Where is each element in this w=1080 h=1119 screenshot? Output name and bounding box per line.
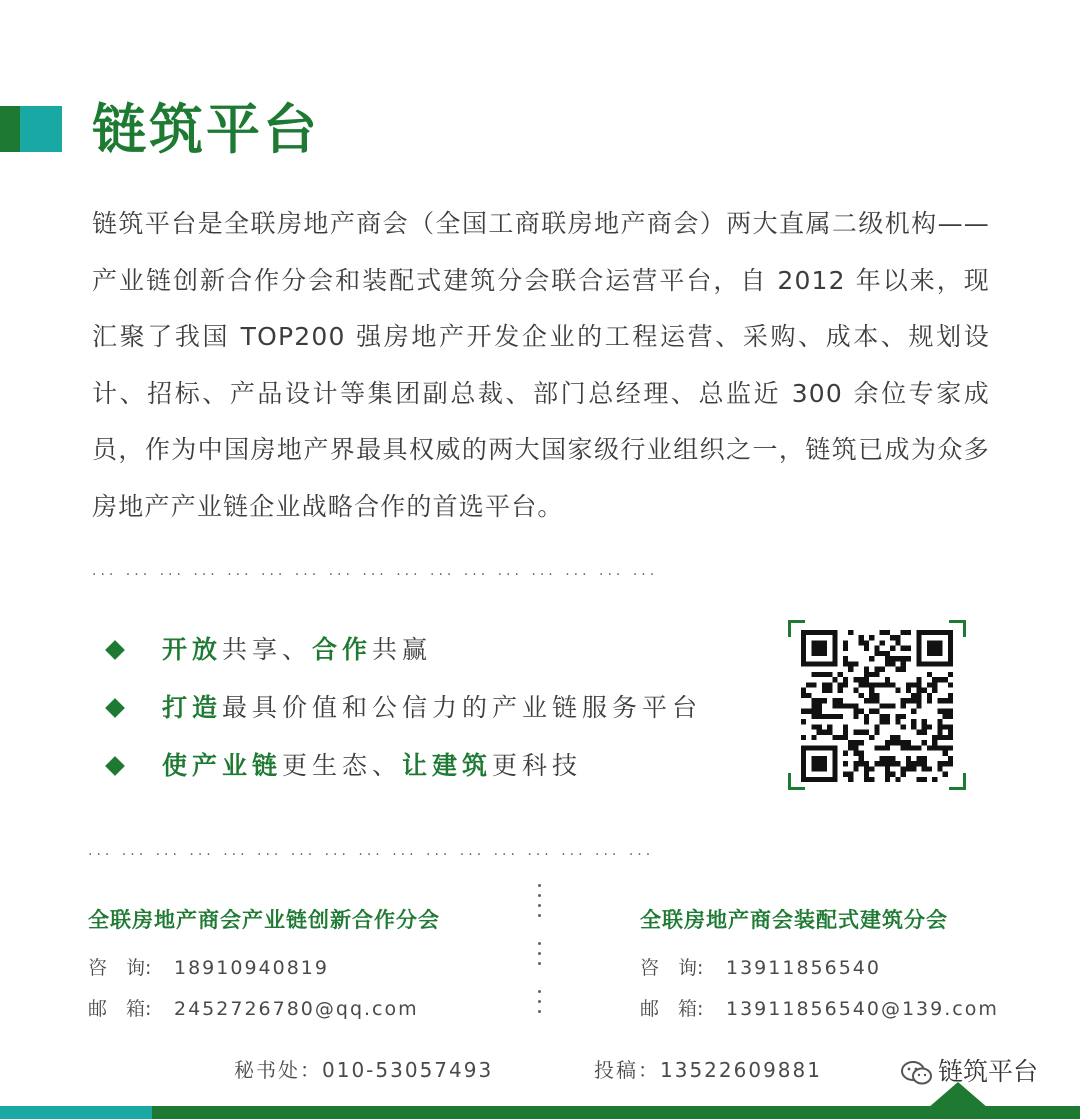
diamond-bullet-icon <box>105 640 125 660</box>
header-accent-green <box>0 106 20 152</box>
dotted-divider-top: ··· ··· ··· ··· ··· ··· ··· ··· ··· ··· ··· ··· ··· ··· ··· ··· ··· <box>92 570 659 580</box>
slogan-1-highlight-1: 开放 <box>162 635 223 664</box>
left-email <box>88 994 419 1021</box>
right-email-label: 邮 箱: <box>640 998 704 1020</box>
right-consult-phone[interactable]: 13911856540 <box>726 957 881 979</box>
left-email-address[interactable]: 2452726780@qq.com <box>174 998 419 1020</box>
slogan-2-highlight-1: 打造 <box>162 693 223 722</box>
submission-contact: 投稿：13522609881 <box>594 1058 822 1082</box>
right-org-name: 全联房地产商会装配式建筑分会 <box>640 907 948 932</box>
slogan-2-text-1: 最具价值和公信力的产业链服务平台 <box>222 693 703 722</box>
slogan-3-highlight-1: 使产业链 <box>162 751 283 780</box>
watermark-text: 链筑平台 <box>938 1057 1039 1086</box>
diamond-bullet-icon <box>105 756 125 776</box>
left-consult-phone[interactable]: 18910940819 <box>174 957 329 979</box>
right-email <box>640 994 999 1021</box>
slogan-2 <box>104 688 702 728</box>
left-consult <box>88 953 329 980</box>
footer-triangle <box>928 1082 988 1108</box>
slogan-3-highlight-2: 让建筑 <box>402 751 493 780</box>
vertical-divider <box>538 884 544 1034</box>
slogan-3-text-1: 更生态、 <box>282 751 403 780</box>
footer-bar-teal <box>0 1106 152 1119</box>
slogan-3 <box>104 746 582 786</box>
right-consult-label: 咨 询: <box>640 957 704 979</box>
right-consult <box>640 953 881 980</box>
slogan-1 <box>104 630 432 670</box>
left-org-name: 全联房地产商会产业链创新合作分会 <box>88 907 440 932</box>
slogan-1-text-2: 共赢 <box>372 635 433 664</box>
header-accent-teal <box>20 106 62 152</box>
page-title: 链筑平台 <box>92 98 320 161</box>
slogan-1-text-1: 共享、 <box>222 635 313 664</box>
slogan-1-highlight-2: 合作 <box>312 635 373 664</box>
left-email-label: 邮 箱: <box>88 998 152 1020</box>
secretariat-contact: 秘书处：010-53057493 <box>234 1058 494 1082</box>
qr-code-frame <box>788 620 966 790</box>
intro-paragraph: 链筑平台是全联房地产商会（全国工商联房地产商会）两大直属二级机构——产业链创新合作分会和装配式建筑分会联合运营平台，自 2012 年以来，现汇聚了我国 TOP200 强房地产开发企业的工程运营、采购、成本、规划设计、招标、产品设计等集团副总裁、部门总经理、总监近 300 余位专家成员，作为中国房地产界最具权威的两大国家级行业组织之一，链筑已成为众多房地产产业链企业战略合作的首选平台。 <box>92 209 990 521</box>
slogan-3-text-2: 更科技 <box>492 751 583 780</box>
diamond-bullet-icon <box>105 698 125 718</box>
qr-code-icon[interactable] <box>800 630 954 782</box>
right-email-address[interactable]: 13911856540@139.com <box>726 998 999 1020</box>
dotted-divider-bottom: ··· ··· ··· ··· ··· ··· ··· ··· ··· ··· ··· ··· ··· ··· ··· ··· ··· <box>88 850 655 860</box>
left-consult-label: 咨 询: <box>88 957 152 979</box>
